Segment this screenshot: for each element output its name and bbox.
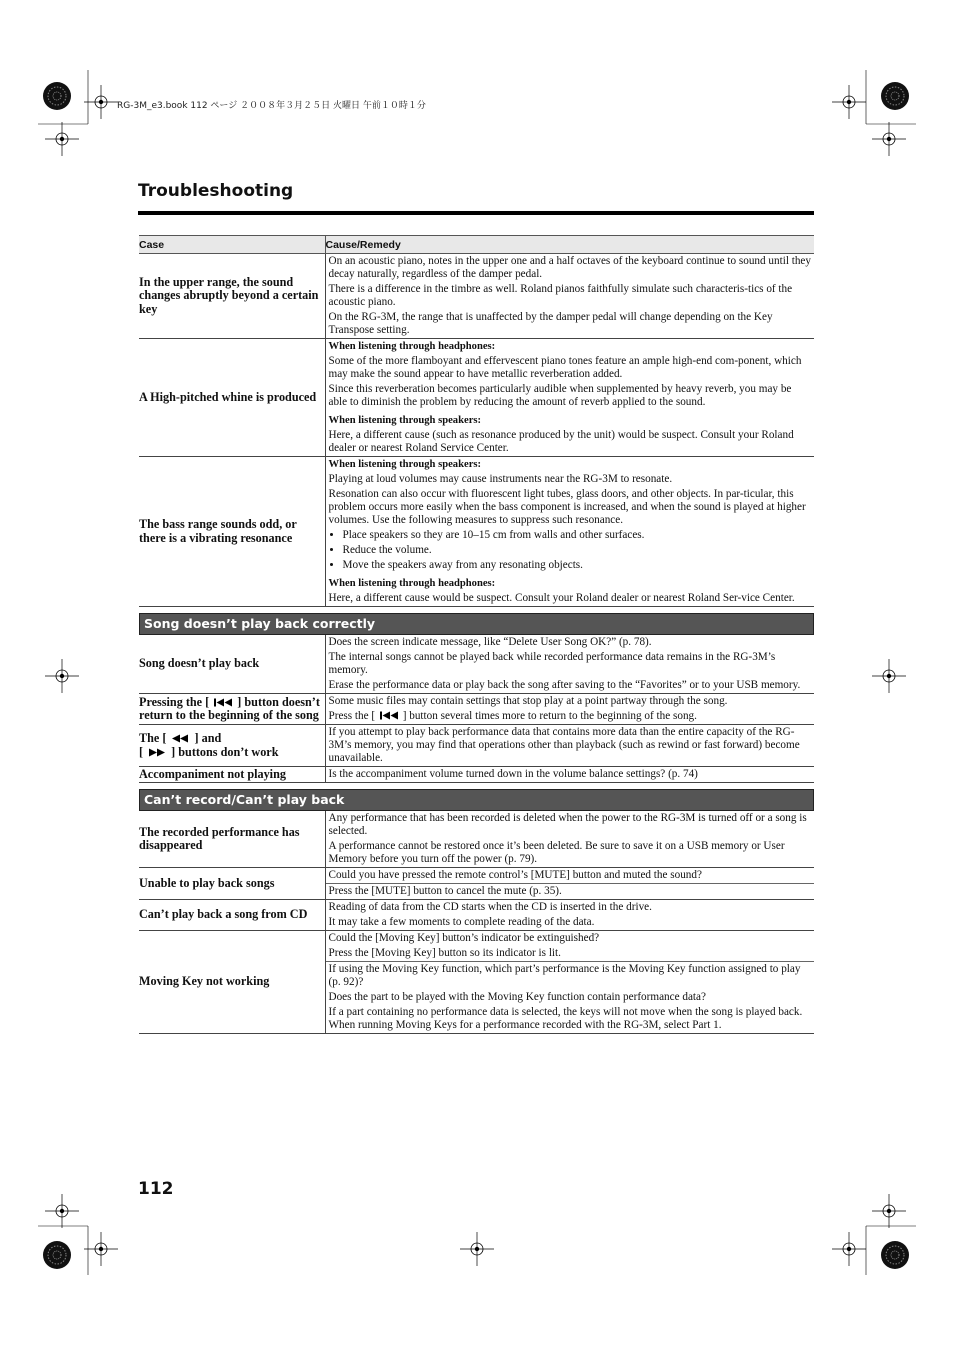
- remedy-cell: [325, 811, 814, 868]
- case-cell: The recorded performance has disappeared: [139, 811, 325, 868]
- header-case: Case: [139, 236, 325, 254]
- table-row: [139, 868, 814, 900]
- remedy-text: On the RG-3M, the range that is unaffected by the damper pedal will change depending on the Key Transpose setting.: [328, 311, 773, 336]
- remedy-text: Playing at loud volumes may cause instruments near the RG-3M to resonate.: [328, 473, 673, 485]
- remedy-text: Press the [Moving Key] button so its indicator is lit.: [328, 947, 561, 959]
- remedy-text: It may take a few moments to complete reading of the data.: [328, 916, 595, 928]
- category-bar-record: Can’t record/Can’t play back: [139, 789, 814, 811]
- case-cell: Moving Key not working: [139, 931, 325, 1034]
- table-header-row: [139, 236, 814, 254]
- remedy-text: If you attempt to play back performance data that contains more data than the entire capacity of the RG-3M’s memory, you may find that operations other than playback (such as rewind or fast forward) become unavailable.: [328, 726, 800, 764]
- remedy-subheading: When listening through headphones:: [328, 578, 496, 589]
- remedy-cell: [325, 931, 814, 1034]
- category-bar-song: Song doesn’t play back correctly: [139, 613, 814, 635]
- remedy-cell: [325, 457, 814, 607]
- table-row: [139, 457, 814, 607]
- remedy-text: Here, a different cause would be suspect. Consult your Roland dealer or nearest Roland Ser-vice Center.: [328, 592, 795, 604]
- remedy-text: On an acoustic piano, notes in the upper one and a half octaves of the keyboard continue to sound until they decay naturally, regardless of the damper pedal.: [328, 255, 811, 280]
- remedy-text: Does the screen indicate message, like “Delete User Song OK?” (p. 78).: [328, 636, 652, 648]
- remedy-text: Here, a different cause (such as resonance produced by the unit) would be suspect. Consult your Roland dealer or nearest Roland Service Center.: [328, 429, 794, 454]
- remedy-cell: [325, 900, 814, 931]
- table-row: [139, 254, 814, 339]
- case-text: [: [139, 744, 144, 759]
- case-cell: Song doesn’t play back: [139, 635, 325, 694]
- bullet-item: • Move the speakers away from any resonating objects.: [343, 559, 812, 572]
- remedy-subheading: When listening through headphones:: [328, 341, 496, 352]
- case-text: ] and: [194, 731, 222, 745]
- remedy-text: [329, 710, 812, 723]
- remedy-text: Reading of data from the CD starts when the CD is inserted in the drive.: [328, 901, 652, 913]
- category-row: [139, 607, 814, 636]
- remedy-cell: [325, 767, 814, 783]
- remedy-subheading: When listening through speakers:: [328, 459, 482, 470]
- remedy-text: Could you have pressed the remote control’s [MUTE] button and muted the sound?: [328, 869, 702, 881]
- bullet-item: • Place speakers so they are 10–15 cm from walls and other surfaces.: [343, 529, 812, 542]
- reset-icon: [378, 711, 400, 720]
- remedy-cell: [325, 725, 814, 767]
- case-cell: Can’t play back a song from CD: [139, 900, 325, 931]
- case-text: Pressing the [: [139, 694, 210, 709]
- header-remedy: Cause/Remedy: [325, 236, 814, 254]
- case-text: The [: [139, 731, 167, 745]
- case-text: ] buttons don’t work: [171, 744, 279, 759]
- fwd-icon: [146, 748, 168, 757]
- page-number: 112: [138, 1179, 174, 1199]
- table-row: [139, 635, 814, 694]
- remedy-text: Could the [Moving Key] button’s indicator be extinguished?: [328, 932, 600, 944]
- case-cell: [139, 725, 325, 767]
- case-cell: A High-pitched whine is produced: [139, 339, 325, 457]
- remedy-cell: [325, 339, 814, 457]
- remedy-subheading: When listening through speakers:: [328, 415, 482, 426]
- case-cell: [139, 694, 325, 725]
- remedy-text: Some music files may contain settings that stop play at a point partway through the song.: [328, 695, 728, 707]
- reset-icon: [212, 698, 234, 707]
- table-row: [139, 900, 814, 931]
- table-row: [139, 811, 814, 868]
- remedy-text: If a part containing no performance data is selected, the keys will not move when the song is played back. When running Moving Keys for a performance recorded with the RG-3M, select Part 1.: [328, 1006, 803, 1031]
- case-cell: In the upper range, the sound changes abruptly beyond a certain key: [139, 254, 325, 339]
- remedy-cell: [325, 694, 814, 725]
- section-title: Troubleshooting: [138, 181, 294, 201]
- case-cell: Unable to play back songs: [139, 868, 325, 900]
- case-cell: The bass range sounds odd, or there is a vibrating resonance: [139, 457, 325, 607]
- remedy-text: Since this reverberation becomes particularly audible when supplemented by heavy reverb, you may be able to diminish the problem by reducing the amount of reverb applied to the sound.: [328, 383, 792, 408]
- remedy-text: A performance cannot be restored once it’s been deleted. Be sure to save it on a USB memory or User Memory before you turn off the power (p. 79).: [328, 840, 785, 865]
- remedy-text: Resonation can also occur with fluorescent light tubes, glass doors, and other objects. In par-ticular, this problem occurs more easily when the bass component is increased, and when the sound is played at higher volumes. Use the following measures to suppress such resonance.: [328, 488, 806, 526]
- category-row: [139, 783, 814, 812]
- remedy-cell: [325, 868, 814, 900]
- remedy-text: Press the [MUTE] button to cancel the mute (p. 35).: [328, 885, 562, 897]
- print-info: RG-3M_e3.book 112 ページ ２００８年３月２５日 火曜日 午前１０時１分: [117, 101, 426, 111]
- bullet-item: • Reduce the volume.: [343, 544, 812, 557]
- remedy-text: Erase the performance data or play back the song after saving to the “Favorites” or to your USB memory.: [328, 679, 801, 691]
- table-row: [139, 694, 814, 725]
- table-row: [139, 339, 814, 457]
- remedy-text: There is a difference in the timbre as well. Roland pianos faithfully simulate such characteris-tics of the acoustic piano.: [328, 283, 793, 308]
- case-cell: Accompaniment not playing: [139, 767, 325, 783]
- remedy-text: Any performance that has been recorded is deleted when the power to the RG-3M is turned off or a song is selected.: [328, 812, 807, 837]
- table-row: [139, 725, 814, 767]
- remedy-cell: [325, 635, 814, 694]
- title-rule: [138, 211, 814, 215]
- remedy-text: Some of the more flamboyant and effervescent piano tones feature an ample high-end com-ponent, which may make the sound appear to have metallic reverberation added.: [328, 355, 802, 380]
- remedy-text: The internal songs cannot be played back while recorded performance data remains in the RG-3M’s memory.: [328, 651, 776, 676]
- table-row: [139, 767, 814, 783]
- troubleshooting-table: [139, 235, 814, 1034]
- remedy-cell: [325, 254, 814, 339]
- remedy-text: Is the accompaniment volume turned down in the volume balance settings? (p. 74): [328, 768, 698, 780]
- remedy-text: Press the [: [328, 710, 376, 722]
- case-text: ] button doesn’t return to the beginning of the song: [139, 694, 320, 722]
- remedy-text: If using the Moving Key function, which part’s performance is the Moving Key function assigned to play (p. 92)?: [328, 963, 801, 988]
- bullet-list: [329, 529, 812, 572]
- remedy-text: ] button several times more to return to the beginning of the song.: [402, 710, 697, 722]
- table-row: [139, 931, 814, 1034]
- bwd-icon: [169, 734, 191, 743]
- remedy-text: Does the part to be played with the Moving Key function contain performance data?: [328, 991, 706, 1003]
